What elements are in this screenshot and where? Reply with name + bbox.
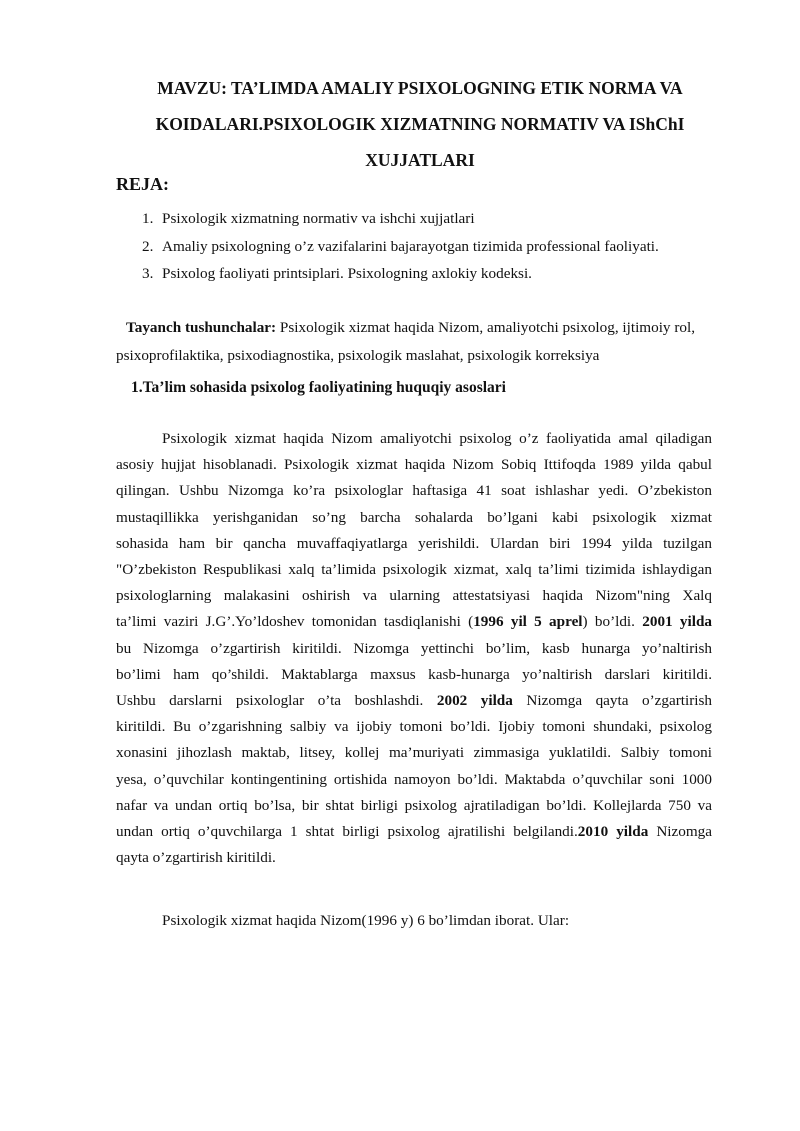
key-concepts-text-1: Psixologik xizmat haqida Nizom, amaliyotchi psixolog, ijtimoiy rol, bbox=[276, 319, 695, 336]
bold-date: 1996 yil 5 aprel bbox=[473, 613, 583, 631]
body-line bbox=[116, 688, 712, 714]
body-line: mustaqillikka yerishganidan so’ng barcha sohalarda bo’lgani kabi psixologik xizmat bbox=[116, 508, 712, 526]
body-line: nafar va undan ortiq bo’lsa, bir shtat birligi psixolog ajratiladigan bo’ldi. Kollejlarda 750 va bbox=[116, 796, 712, 814]
plan-heading: REJA: bbox=[116, 174, 169, 194]
section-heading: 1.Ta’lim sohasida psixolog faoliyatining huquqiy asoslari bbox=[131, 379, 506, 396]
plan-item-number: 2. bbox=[142, 237, 154, 255]
key-concepts-line-1 bbox=[116, 314, 748, 342]
section-body bbox=[116, 426, 712, 871]
plan-item bbox=[142, 233, 659, 261]
body-line: qilingan. Ushbu Nizomga ko’ra psixologlar haftasiga 41 soat ishlashar yedi. O’zbekiston bbox=[116, 482, 712, 500]
body-line bbox=[116, 609, 712, 635]
body-text-span: ) bo’ldi. bbox=[582, 613, 643, 631]
plan-item-text: Psixologik xizmatning normativ va ishchi xujjatlari bbox=[162, 210, 475, 227]
body-line: qayta o’zgartirish kiritildi. bbox=[116, 849, 276, 867]
plan-item-number: 1. bbox=[142, 210, 154, 227]
body-line: xonasini jihozlash maktab, litsey, kollej ma’muriyati zimmasiga yuklatildi. Salbiy tomoni bbox=[116, 744, 712, 762]
body-text-span: Nizomga bbox=[648, 823, 713, 841]
title-line-3: XUJJATLARI bbox=[365, 150, 475, 170]
body-text-span: Ushbu darslarni psixologlar o’ta boshlashdi. bbox=[116, 692, 437, 710]
title-line-2: KOIDALARI.PSIXOLOGIK XIZMATNING NORMATIV VA IShChI bbox=[155, 114, 685, 134]
key-concepts bbox=[116, 314, 748, 370]
bold-year: 2010 yilda bbox=[577, 823, 649, 841]
key-concepts-line-2: psixoprofilaktika, psixodiagnostika, psixologik maslahat, psixologik korreksiya bbox=[116, 347, 600, 364]
document-title bbox=[100, 70, 740, 178]
body-line bbox=[116, 819, 712, 845]
bold-year: 2001 yilda bbox=[642, 613, 712, 631]
plan-item bbox=[142, 260, 659, 288]
body-line: Psixologik xizmat haqida Nizom amaliyotchi psixolog o’z faoliyatida amal qiladigan bbox=[162, 430, 712, 447]
body-text-span: Nizomga qayta o’zgartirish bbox=[512, 692, 713, 710]
body-line: bu Nizomga o’zgartirish kiritildi. Nizomga yettinchi bo’lim, kasb hunarga yo’naltirish bbox=[116, 639, 712, 657]
closing-paragraph: Psixologik xizmat haqida Nizom(1996 y) 6 bo’limdan iborat. Ular: bbox=[162, 912, 570, 929]
bold-year: 2002 yilda bbox=[436, 692, 513, 710]
body-line: bo’limi ham qo’shildi. Maktablarga maxsus kasb-hunarga yo’naltirish darslari kiritildi. bbox=[116, 665, 712, 683]
body-line: "O’zbekiston Respublikasi xalq ta’limida psixologik xizmat, xalq ta’limi tizimida ishlaydigan bbox=[116, 561, 712, 579]
key-concepts-label: Tayanch tushunchalar: bbox=[126, 319, 277, 336]
body-text-span: ta’limi vaziri J.G’.Yo’ldoshev tomonidan tasdiqlanishi ( bbox=[116, 613, 474, 631]
plan-item-text: Psixolog faoliyati printsiplari. Psixologning axlokiy kodeksi. bbox=[162, 265, 532, 282]
plan-item-number: 3. bbox=[142, 265, 154, 282]
body-line: yesa, o’quvchilar kontingentining ortishida namoyon bo’ldi. Maktabda o’quvchilar soni 1000 bbox=[116, 770, 712, 788]
plan-item-text: Amaliy psixologning o’z vazifalarini bajarayotgan tizimida professional faoliyati. bbox=[162, 237, 659, 255]
body-line: psixologlarning malakasini oshirish va ularning attestatsiyasi haqida Nizom"ning Xalq bbox=[116, 587, 712, 605]
plan-list bbox=[142, 205, 659, 288]
title-line-1: MAVZU: TA’LIMDA AMALIY PSIXOLOGNING ETIK NORMA VA bbox=[157, 78, 683, 98]
body-line: kiritildi. Bu o’zgarishning salbiy va ijobiy tomoni bo’ldi. Ijobiy tomoni shundaki, psixolog bbox=[116, 718, 712, 736]
plan-item bbox=[142, 205, 659, 233]
body-line: sohasida ham bir qancha muvaffaqiyatlarga yerishildi. Ulardan biri 1994 yilda tuzilgan bbox=[116, 534, 712, 552]
body-line: asosiy hujjat hisoblanadi. Psixologik xizmat haqida Nizom Sobiq Ittifoqda 1989 yilda qabul bbox=[116, 456, 712, 474]
body-text-span: undan ortiq o’quvchilarga 1 shtat birligi psixolog ajratilishi belgilandi. bbox=[116, 823, 578, 841]
